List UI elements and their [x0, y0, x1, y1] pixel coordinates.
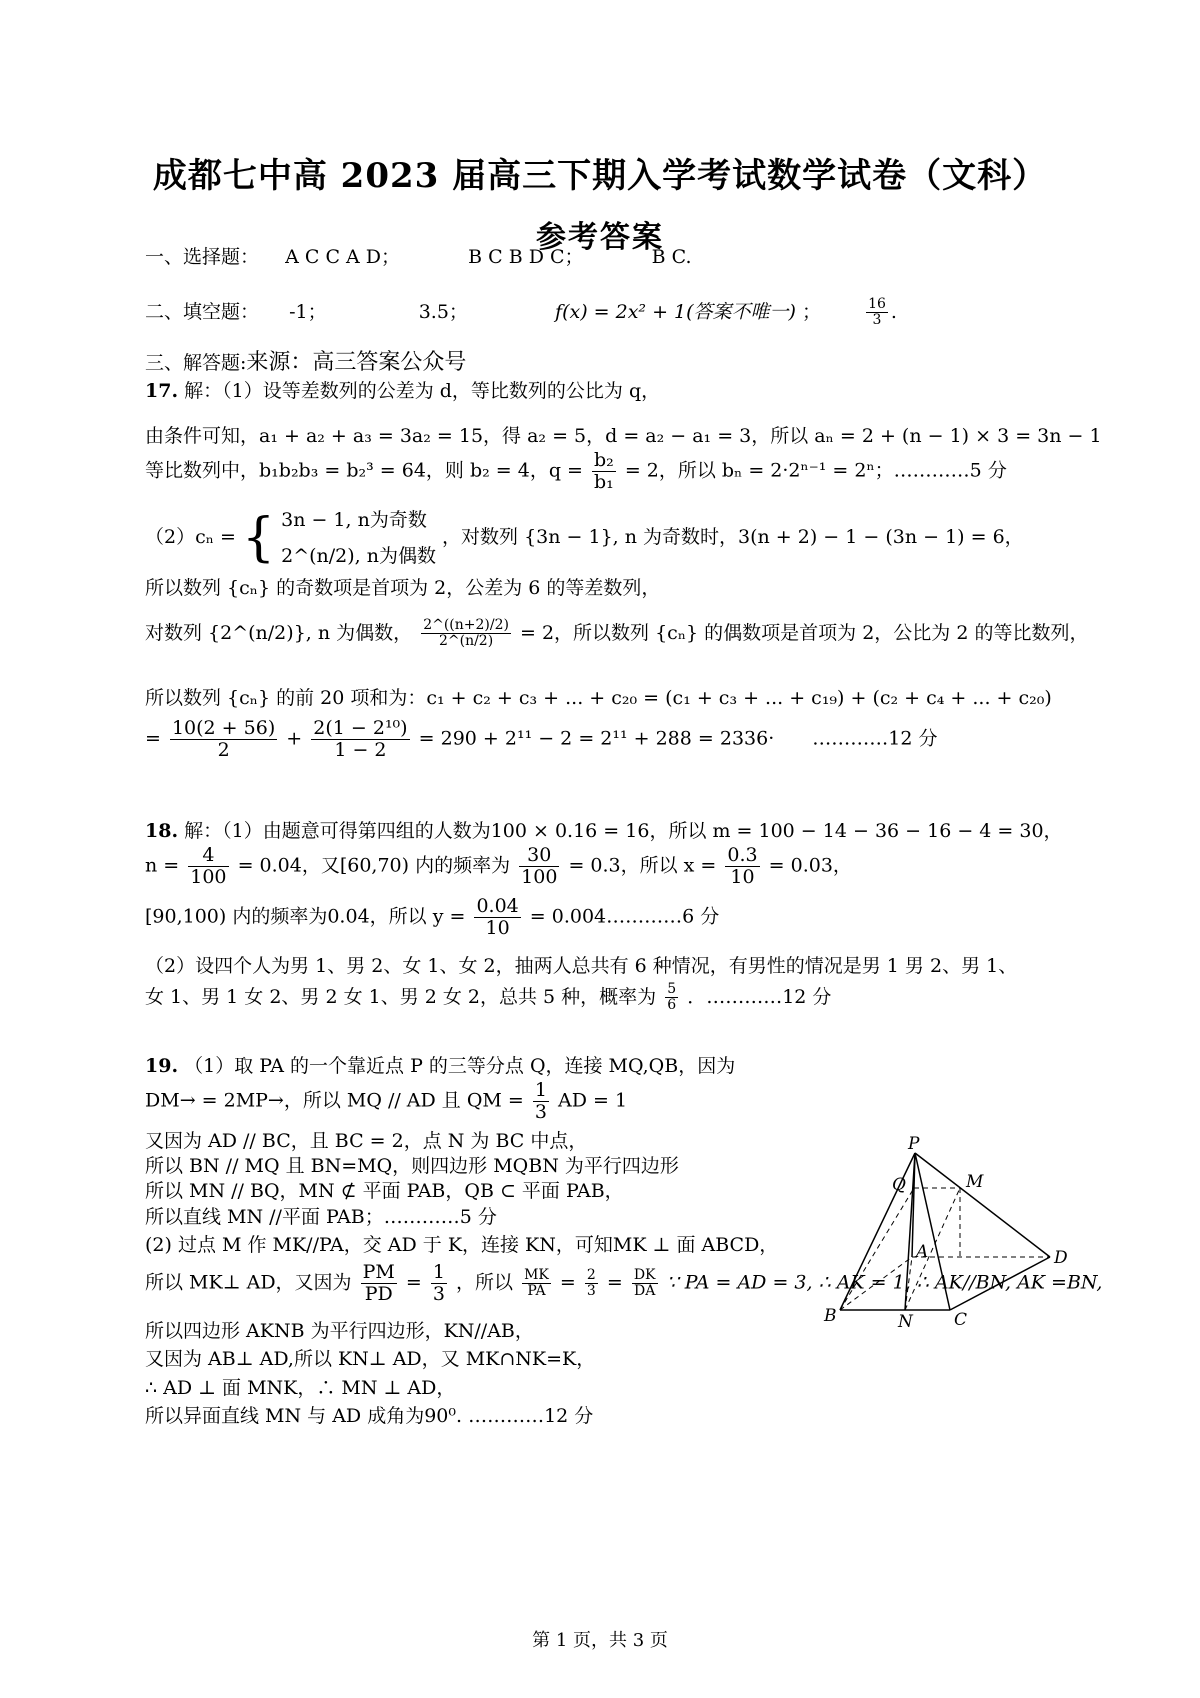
- q17-line-8: [145, 718, 937, 761]
- fraction: [725, 845, 759, 888]
- q17-line-1: [145, 380, 660, 403]
- piecewise-case-2: 2^(n/2), n为偶数: [281, 545, 436, 568]
- fraction-denominator: 2^(n/2): [438, 633, 494, 650]
- fraction: [533, 1080, 549, 1123]
- q17-text: =: [145, 727, 161, 750]
- q19-text: 所以 MK⊥ AD，又因为: [145, 1271, 352, 1294]
- label-A: A: [916, 1242, 929, 1262]
- q19-line-1: [145, 1055, 735, 1078]
- q19-text: AD = 1: [558, 1089, 628, 1112]
- fill-answer-2: 3.5；: [418, 300, 468, 323]
- piecewise-case-1: 3n − 1, n为奇数: [281, 509, 427, 531]
- q18-text: = 0.004…………6 分: [529, 905, 720, 928]
- fraction-numerator: 1: [534, 1079, 547, 1101]
- fraction: [421, 618, 511, 650]
- fraction: [361, 1262, 397, 1305]
- fraction-numerator: 0.3: [727, 844, 758, 866]
- q17-text: 对数列 {2^(n/2)}, n 为偶数，: [145, 621, 413, 644]
- fraction-numerator: 0.04: [476, 895, 519, 917]
- q17-line-7: 所以数列 {cₙ} 的前 20 项和为：c₁ + c₂ + c₃ + ... + c₂₀ = (c₁ + c₃ + ... + c₁₉) + (c₂ + c₄ + ... + c₂₀): [145, 687, 1052, 709]
- choice-group-3: B C.: [651, 246, 692, 268]
- section-label: 二、填空题：: [145, 300, 260, 323]
- fill-answer-end: .: [890, 300, 897, 323]
- fraction-denominator: 1 − 2: [334, 738, 387, 761]
- fraction: [665, 982, 678, 1014]
- fraction: [585, 1268, 598, 1300]
- q19-text: =: [606, 1271, 623, 1294]
- q17-text: = 290 + 2¹¹ − 2 = 2¹¹ + 288 = 2336· …………12 分: [418, 727, 938, 750]
- fraction: [632, 1268, 658, 1300]
- q19-text: ，所以: [456, 1271, 514, 1294]
- choice-answers: [145, 246, 692, 269]
- fraction: [522, 1268, 551, 1300]
- fraction-denominator: DA: [634, 1282, 656, 1299]
- fraction-numerator: 16: [868, 296, 886, 312]
- fraction-denominator: 10: [485, 916, 510, 939]
- fraction-numerator: 2^((n+2)/2): [423, 617, 509, 633]
- q18-text: [90,100) 内的频率为0.04，所以 y =: [145, 905, 466, 928]
- q17-text: 解：（1）设等差数列的公差为 d，等比数列的公比为 q，: [184, 380, 661, 402]
- fraction-numerator: 30: [519, 845, 559, 867]
- fraction-denominator: 3: [586, 1282, 596, 1299]
- q17-text: （2）cₙ =: [145, 526, 236, 549]
- fraction-denominator: 100: [190, 865, 227, 888]
- brace-icon: {: [241, 507, 276, 568]
- fraction-numerator: 1: [432, 1261, 445, 1283]
- q17-line-2: 由条件可知，a₁ + a₂ + a₃ = 3a₂ = 15，得 a₂ = 5，d = a₂ − a₁ = 3，所以 aₙ = 2 + (n − 1) × 3 = 3n − 1: [145, 425, 1102, 447]
- q18-line-3: [145, 896, 719, 939]
- fraction-numerator: 2: [586, 1266, 596, 1283]
- label-M: M: [966, 1172, 984, 1192]
- q18-line-5: [145, 982, 831, 1014]
- q18-text: ．…………12 分: [687, 985, 832, 1008]
- q18-line-2: [145, 845, 852, 888]
- fraction-denominator: 2: [217, 738, 230, 761]
- page-subtitle: 参考答案: [536, 220, 664, 255]
- choice-group-2: B C B D C；: [468, 246, 584, 268]
- source-note: 来源：高三答案公众号: [246, 350, 467, 375]
- fraction: [170, 718, 277, 761]
- label-N: N: [898, 1312, 913, 1332]
- fill-answers: [145, 297, 897, 329]
- solution-header: [145, 350, 466, 376]
- section-label: 一、选择题：: [145, 246, 260, 268]
- fill-answer-3: f(x) = 2x² + 1(答案不唯一): [555, 300, 796, 323]
- fraction: [519, 845, 559, 888]
- fraction-numerator: 2(1 − 2¹⁰): [313, 717, 408, 739]
- fraction-denominator: 10: [730, 865, 755, 888]
- q19-line-3: 又因为 AD // BC，且 BC = 2，点 N 为 BC 中点，: [145, 1130, 588, 1152]
- q17-line-3: [145, 450, 1007, 493]
- fraction-numerator: DK: [633, 1266, 656, 1283]
- fraction: [592, 450, 616, 493]
- fraction-denominator: 6: [667, 997, 677, 1014]
- q18-line-1: [145, 820, 1063, 843]
- q19-line-4: 所以 BN // MQ 且 BN=MQ，则四边形 MQBN 为平行四边形: [145, 1155, 679, 1177]
- fraction-numerator: 4: [188, 845, 228, 867]
- fill-answer-4: [866, 297, 888, 329]
- q18-text: n =: [145, 854, 180, 877]
- fraction-numerator: 5: [667, 981, 677, 997]
- q17-text: +: [286, 727, 303, 750]
- edge-PN: [905, 1153, 915, 1310]
- question-number: 17.: [145, 380, 179, 402]
- q17-text: ，对数列 {3n − 1}, n 为奇数时，3(n + 2) − 1 − (3n − 1) = 6，: [442, 526, 1024, 549]
- fill-answer-sep: ；: [801, 300, 821, 323]
- fraction: [188, 845, 228, 888]
- fraction-denominator: 3: [432, 1282, 445, 1305]
- fraction: [431, 1262, 447, 1305]
- choice-group-1: A C C A D；: [285, 246, 401, 268]
- question-number: 19.: [145, 1055, 179, 1077]
- label-Q: Q: [892, 1175, 906, 1195]
- q19-line-2: [145, 1080, 627, 1123]
- label-D: D: [1054, 1248, 1068, 1268]
- q19-line-6: 所以直线 MN //平面 PAB；…………5 分: [145, 1206, 497, 1228]
- edge-BQ: [840, 1188, 914, 1310]
- fraction-denominator: b₁: [594, 470, 614, 493]
- fraction-denominator: 3: [872, 312, 882, 329]
- section-label: 三、解答题:: [145, 352, 247, 374]
- q19-line-9: 所以四边形 AKNB 为平行四边形，KN//AB，: [145, 1320, 534, 1342]
- label-B: B: [824, 1306, 837, 1326]
- edge-CD: [950, 1257, 1050, 1310]
- question-number: 18.: [145, 820, 179, 842]
- q19-text: （1）取 PA 的一个靠近点 P 的三等分点 Q，连接 MQ,QB，因为: [184, 1055, 736, 1077]
- q18-text: = 0.03，: [768, 854, 852, 877]
- q17-text: 等比数列中，b₁b₂b₃ = b₂³ = 64，则 b₂ = 4，q =: [145, 459, 583, 482]
- label-P: P: [908, 1135, 920, 1154]
- q19-line-12: 所以异面直线 MN 与 AD 成角为90⁰. …………12 分: [145, 1405, 594, 1427]
- q18-text: = 0.04，又[60,70) 内的频率为: [237, 854, 511, 877]
- q19-line-10: 又因为 AB⊥ AD,所以 KN⊥ AD，又 MK∩NK=K，: [145, 1348, 596, 1370]
- fraction-numerator: PM: [362, 1261, 395, 1283]
- q18-text: = 0.3，所以 x =: [568, 854, 717, 877]
- q17-line-6: [145, 618, 1088, 650]
- fraction-denominator: 3: [534, 1100, 547, 1123]
- q17-text: = 2，所以数列 {cₙ} 的偶数项是首项为 2，公比为 2 的等比数列，: [520, 621, 1089, 644]
- q19-line-7: (2) 过点 M 作 MK//PA，交 AD 于 K，连接 KN，可知MK ⊥ 面 ABCD，: [145, 1234, 779, 1256]
- fraction-numerator: b₂: [594, 449, 614, 471]
- fraction-numerator: 10(2 + 56): [171, 717, 276, 739]
- pyramid-figure: [820, 1135, 1080, 1355]
- page-footer: 第 1 页，共 3 页: [532, 1630, 668, 1651]
- fraction-denominator: PA: [527, 1282, 546, 1299]
- q19-text: ∵ PA = AD = 3, ∴ AK = 1, ∴ AK//BN, AK =BN,: [666, 1271, 1103, 1294]
- q18-text: 解：（1）由题意可得第四组的人数为100 × 0.16 = 16，所以 m = 100 − 14 − 36 − 16 − 4 = 30，: [184, 820, 1063, 842]
- fraction: [474, 896, 520, 939]
- edge-AB: [840, 1257, 912, 1310]
- q19-line-11: ∴ AD ⊥ 面 MNK，∴ MN ⊥ AD，: [145, 1377, 456, 1399]
- q19-line-5: 所以 MN // BQ，MN ⊄ 平面 PAB，QB ⊂ 平面 PAB，: [145, 1180, 624, 1202]
- q18-text: 女 1、男 1 女 2、男 2 女 1、男 2 女 2，总共 5 种，概率为: [145, 985, 657, 1008]
- q18-line-4: （2）设四个人为男 1、男 2、女 1、女 2，抽两人总共有 6 种情况，有男性的情况是男 1 男 2、男 1、: [145, 955, 1018, 977]
- label-C: C: [954, 1310, 968, 1330]
- fraction-denominator: 100: [521, 865, 558, 888]
- q17-line-5: 所以数列 {cₙ} 的奇数项是首项为 2，公差为 6 的等差数列，: [145, 577, 661, 599]
- fraction-denominator: PD: [364, 1282, 393, 1305]
- q19-text: =: [405, 1271, 422, 1294]
- page-title: 成都七中高 2023 届高三下期入学考试数学试卷（文科）: [152, 156, 1048, 196]
- piecewise: [242, 502, 436, 574]
- q19-text: DM→ = 2MP→，所以 MQ // AD 且 QM =: [145, 1089, 524, 1112]
- q19-text: =: [559, 1271, 576, 1294]
- fill-answer-1: -1；: [289, 300, 327, 323]
- q17-text: = 2，所以 bₙ = 2·2ⁿ⁻¹ = 2ⁿ；…………5 分: [624, 459, 1007, 482]
- fraction: [311, 718, 409, 761]
- fraction-numerator: MK: [524, 1266, 549, 1283]
- q17-line-4: [145, 502, 1024, 574]
